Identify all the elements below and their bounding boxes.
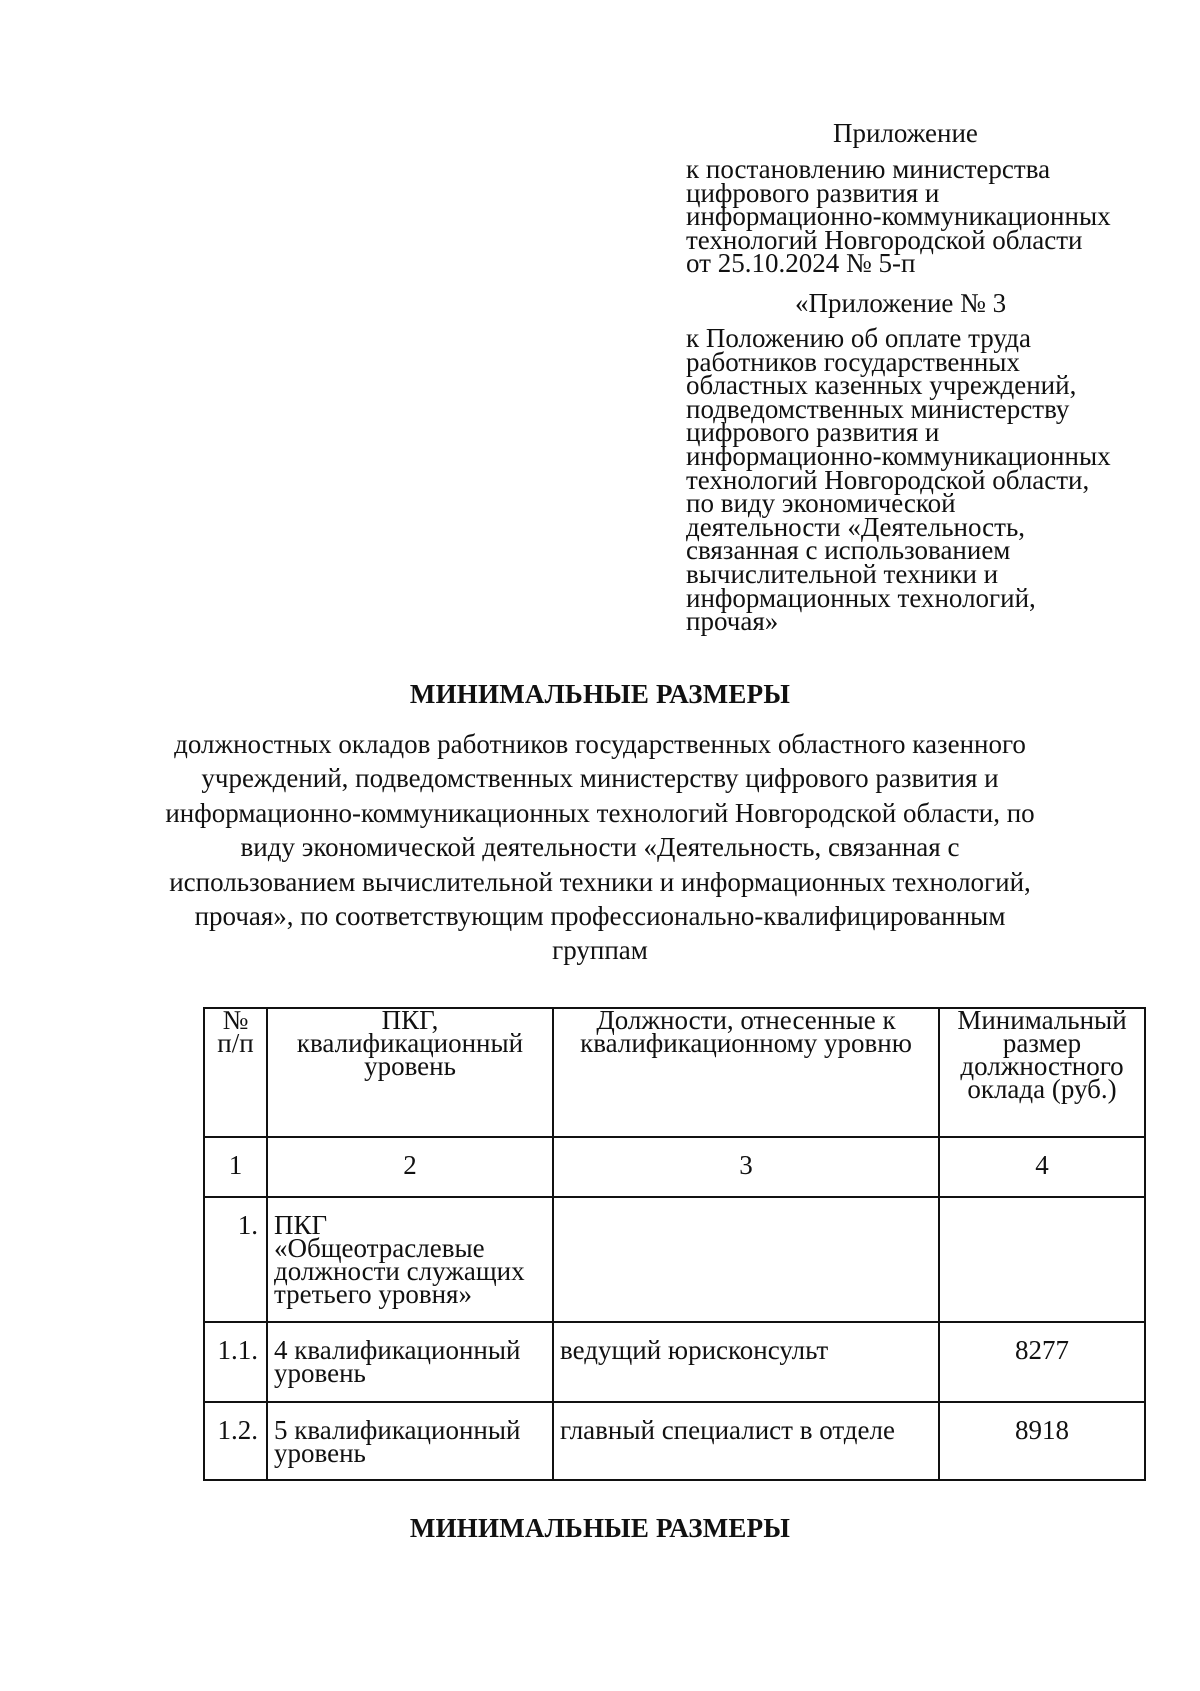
annex-reference <box>686 154 1111 279</box>
row-number: 1.2. <box>217 1415 258 1445</box>
row-level-line: 5 квалификационный <box>274 1415 521 1445</box>
row-salary: 8918 <box>1015 1415 1069 1445</box>
annex-quoted-title: «Приложение № 3 <box>795 288 1007 318</box>
row-number: 1.1. <box>217 1335 258 1365</box>
column-number-cell: 1 <box>204 1137 267 1197</box>
row-position: главный специалист в отделе <box>560 1415 895 1445</box>
row-salary-cell <box>939 1322 1145 1402</box>
row-salary-cell <box>939 1402 1145 1480</box>
row-level-line: уровень <box>274 1358 366 1388</box>
group-name-line: третьего уровня» <box>274 1279 472 1309</box>
header-text: Должности, отнесенные к <box>596 1005 896 1035</box>
group-number: 1. <box>237 1210 258 1240</box>
salary-table <box>203 1007 1146 1481</box>
annex-quoted-line: связанная с использованием <box>686 535 1011 566</box>
column-number-row <box>204 1137 1145 1197</box>
annex-line: информационно-коммуникационных <box>686 201 1111 232</box>
subtitle-line: информационно-коммуникационных технологий Новгородской области, по <box>165 797 1035 828</box>
header-text: размер <box>1002 1028 1082 1058</box>
subtitle-line: виду экономической деятельности «Деятельность, связанная с <box>240 832 960 863</box>
row-number-cell <box>204 1322 267 1402</box>
table-row <box>204 1402 1145 1480</box>
header-text: квалификационный <box>296 1028 524 1058</box>
column-number-cell: 2 <box>267 1137 553 1197</box>
annex-quoted-line: вычислительной техники и <box>686 558 999 589</box>
table-row <box>204 1322 1145 1402</box>
group-name-line: «Общеотраслевые <box>274 1233 485 1263</box>
annex-quoted-line: прочая» <box>686 606 779 637</box>
row-position: ведущий юрисконсульт <box>560 1335 829 1365</box>
header-cell-pkg <box>267 1005 553 1137</box>
subtitle-line: использованием вычислительной техники и информационных технологий, <box>169 866 1031 897</box>
group-name-line: должности служащих <box>274 1256 525 1286</box>
header-text: № <box>222 1005 249 1035</box>
annex-line: к постановлению министерства <box>686 154 1051 184</box>
annex-quoted-line: деятельности «Деятельность, <box>686 511 1026 542</box>
header-cell-salary <box>939 1005 1145 1137</box>
table-group-row <box>204 1197 1145 1322</box>
annex-quoted-line: работников государственных <box>686 346 1020 377</box>
header-text: квалификационному уровню <box>580 1028 912 1058</box>
row-salary: 8277 <box>1015 1335 1069 1365</box>
annex-quoted-line: по виду экономической <box>686 488 956 519</box>
header-text: должностного <box>960 1051 1124 1081</box>
group-number-cell <box>204 1197 267 1322</box>
annex-quoted-line: информационных технологий, <box>686 582 1036 613</box>
row-level-line: 4 квалификационный <box>274 1335 521 1365</box>
header-text: ПКГ, <box>381 1005 439 1035</box>
group-salary-cell <box>939 1197 1145 1322</box>
annex-line: технологий Новгородской области <box>686 224 1083 255</box>
subtitle-line: должностных окладов работников государственных областного казенного <box>174 729 1026 759</box>
row-level-line: уровень <box>274 1438 366 1468</box>
header-text: п/п <box>217 1028 254 1058</box>
annex-line: цифрового развития и <box>686 177 940 208</box>
document-subtitle <box>0 727 1200 968</box>
header-text: оклада (руб.) <box>967 1074 1117 1104</box>
header-text: Минимальный <box>957 1005 1127 1035</box>
annex-quoted-line: информационно-коммуникационных <box>686 440 1111 471</box>
annex-quoted-line: цифрового развития и <box>686 417 940 448</box>
row-level-cell <box>267 1402 553 1480</box>
annex-quoted-line: к Положению об оплате труда <box>686 323 1031 353</box>
row-number-cell <box>204 1402 267 1480</box>
annex-quoted-reference <box>686 323 1111 637</box>
row-position-cell <box>553 1402 939 1480</box>
annex-quoted-line: технологий Новгородской области, <box>686 464 1090 495</box>
group-name-cell <box>267 1197 553 1322</box>
column-number-cell: 3 <box>553 1137 939 1197</box>
row-position-cell <box>553 1322 939 1402</box>
annex-quoted-line: подведомственных министерству <box>686 393 1070 424</box>
subtitle-line: учреждений, подведомственных министерству цифрового развития и <box>201 763 999 794</box>
group-positions-cell <box>553 1197 939 1322</box>
subtitle-line: прочая», по соответствующим профессионально-квалифицированным <box>194 901 1006 932</box>
header-text: уровень <box>364 1051 456 1081</box>
document-heading-bottom: МИНИМАЛЬНЫЕ РАЗМЕРЫ <box>409 1513 791 1543</box>
group-name-line: ПКГ <box>274 1210 328 1240</box>
annex-title: Приложение <box>833 118 978 148</box>
annex-quoted-line: областных казенных учреждений, <box>686 370 1077 401</box>
annex-line: от 25.10.2024 № 5-п <box>686 248 916 279</box>
column-number-cell: 4 <box>939 1137 1145 1197</box>
row-level-cell <box>267 1322 553 1402</box>
header-cell-number <box>204 1005 267 1137</box>
header-cell-positions <box>553 1005 939 1137</box>
document-heading: МИНИМАЛЬНЫЕ РАЗМЕРЫ <box>409 679 791 709</box>
table-header-row <box>204 1008 1145 1137</box>
subtitle-line: группам <box>552 935 648 966</box>
